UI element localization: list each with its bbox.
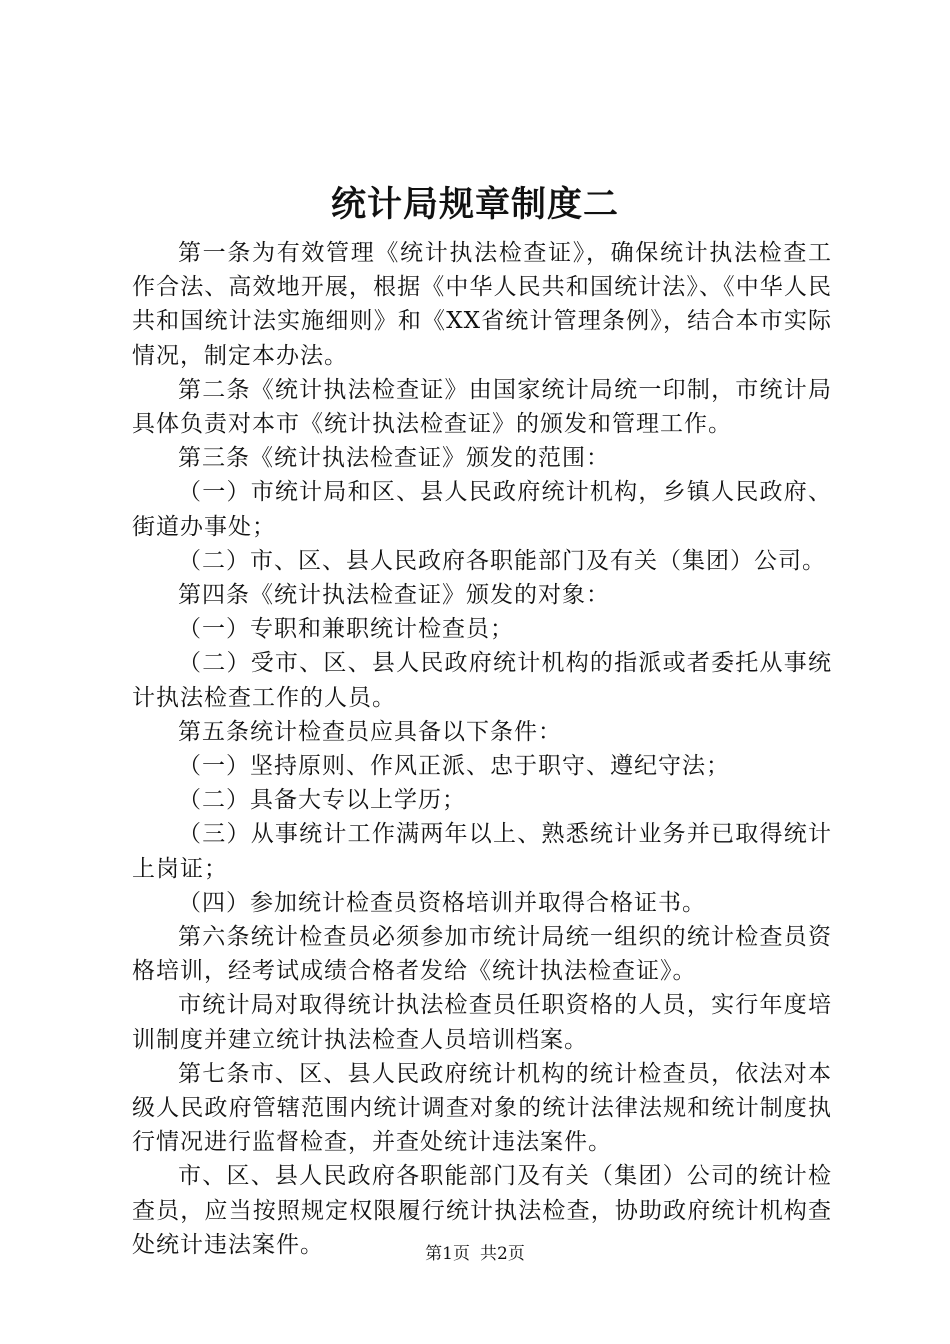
- paragraph-article-5-item-4: （四）参加统计检查员资格培训并取得合格证书。: [178, 889, 706, 916]
- page-number-total: 共2页: [480, 1244, 525, 1264]
- page-number-current: 第1页: [425, 1244, 470, 1264]
- paragraph-article-4-item-2: （二）受市、区、县人民政府统计机构的指派或者委托从事统计执法检查工作的人员。: [132, 650, 832, 711]
- paragraph-article-4: 第四条《统计执法检查证》颁发的对象：: [178, 582, 610, 609]
- paragraph-article-6-continued: 市统计局对取得统计执法检查员任职资格的人员，实行年度培训制度并建立统计执法检查人员培训档案。: [132, 992, 832, 1053]
- paragraph-article-7: 第七条市、区、县人民政府统计机构的统计检查员，依法对本级人民政府管辖范围内统计调查对象的统计法律法规和统计制度执行情况进行监督检查，并查处统计违法案件。: [132, 1060, 832, 1156]
- paragraph-article-5: 第五条统计检查员应具备以下条件：: [178, 718, 562, 745]
- paragraph-article-5-item-3: （三）从事统计工作满两年以上、熟悉统计业务并已取得统计上岗证；: [132, 821, 832, 882]
- paragraph-article-6: 第六条统计检查员必须参加市统计局统一组织的统计检查员资格培训，经考试成绩合格者发给《统计执法检查证》。: [132, 924, 832, 985]
- paragraph-article-2: 第二条《统计执法检查证》由国家统计局统一印制，市统计局具体负责对本市《统计执法检查证》的颁发和管理工作。: [132, 376, 832, 438]
- paragraph-article-5-item-1: （一）坚持原则、作风正派、忠于职守、遵纪守法；: [178, 753, 730, 780]
- document-title: 统计局规章制度二: [330, 184, 619, 225]
- paragraph-article-5-item-2: （二）具备大专以上学历；: [178, 787, 466, 814]
- paragraph-article-3-item-2: （二）市、区、县人民政府各职能部门及有关（集团）公司。: [178, 547, 826, 574]
- document-body: [132, 236, 832, 1262]
- page-footer: [0, 1242, 950, 1266]
- paragraph-article-1: 第一条为有效管理《统计执法检查证》，确保统计执法检查工作合法、高效地开展，根据《中华人民共和国统计法》、《中华人民共和国统计法实施细则》和《XX省统计管理条例》，结合本市实际情况，制定本办法。: [132, 240, 832, 369]
- paragraph-article-3-item-1: （一）市统计局和区、县人民政府统计机构，乡镇人民政府、街道办事处；: [132, 479, 832, 540]
- paragraph-article-4-item-1: （一）专职和兼职统计检查员；: [178, 616, 514, 643]
- paragraph-article-3: 第三条《统计执法检查证》颁发的范围：: [178, 445, 610, 472]
- paragraph-article-7-continued: 市、区、县人民政府各职能部门及有关（集团）公司的统计检查员，应当按照规定权限履行统计执法检查，协助政府统计机构查处统计违法案件。: [132, 1163, 832, 1258]
